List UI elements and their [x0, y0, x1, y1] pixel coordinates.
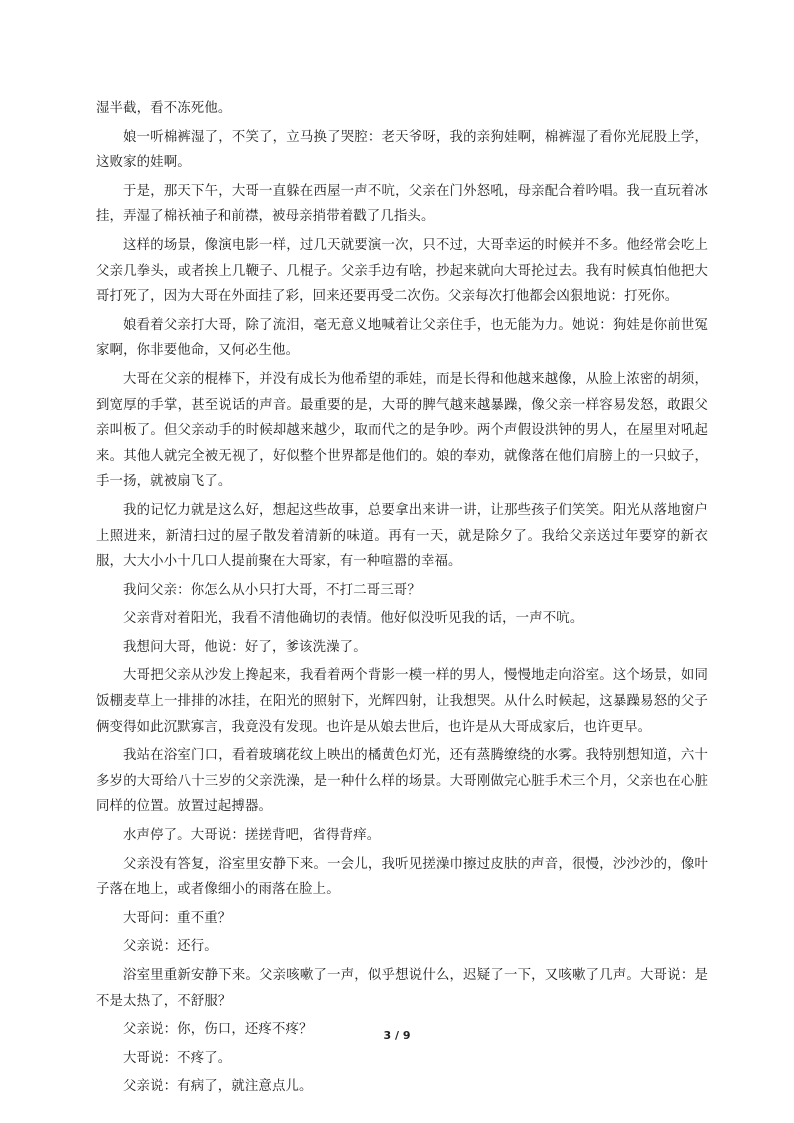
- document-body: [96, 96, 708, 1103]
- paragraph-1: 湿半截，看不冻死他。: [96, 101, 232, 116]
- paragraph-9: 父亲背对着阳光，我看不清他确切的表情。他好似没听见我的话，一声不吭。: [123, 611, 584, 627]
- paragraph-18: 父亲说：你，伤口，还疼不疼？: [123, 1022, 313, 1038]
- paragraph-3: 于是，那天下午，大哥一直躲在西屋一声不吭，父亲在门外怒吼，母亲配合着吟唱。我一直玩着冰挂，弄湿了棉袄袖子和前襟，被母亲捎带着戳了几指头。: [96, 183, 708, 225]
- page-number: 3 / 9: [383, 1029, 411, 1042]
- paragraph-10: 我想问大哥，他说：好了，爹该洗澡了。: [123, 639, 367, 655]
- paragraph-13: 水声停了。大哥说：搓搓背吧，省得背痒。: [123, 828, 381, 844]
- paragraph-20: 父亲说：有病了，就注意点儿。: [123, 1079, 313, 1095]
- paragraph-7: 我的记忆力就是这么好，想起这些故事，总要拿出来讲一讲，让那些孩子们笑笑。阳光从落地窗户上照进来，新清扫过的屋子散发着清新的味道。再有一天，就是除夕了。我给父亲送过年要穿的新衣服，大大小小十几口人提前聚在大哥家，有一种喧嚣的幸福。: [96, 502, 708, 570]
- paragraph-14: 父亲没有答复，浴室里安静下来。一会儿，我听见搓澡巾擦过皮肤的声音，很慢，沙沙沙的，像叶子落在地上，或者像细小的雨落在脸上。: [96, 856, 708, 898]
- paragraph-17: 浴室里重新安静下来。父亲咳嗽了一声，似乎想说什么，迟疑了一下，又咳嗽了几声。大哥说：是不是太热了，不舒服？: [96, 968, 708, 1009]
- paragraph-15: 大哥问：重不重？: [123, 910, 232, 926]
- paragraph-11: 大哥把父亲从沙发上搀起来，我看着两个背影一模一样的男人，慢慢地走向浴室。这个场景，如同饭棚麦草上一排排的冰挂，在阳光的照射下，光辉四射，让我想哭。从什么时候起，这暴躁易怒的父子俩变得如此沉默寡言，我竟没有发现。也许是从娘去世后，也许是从大哥成家后，也许更早。: [96, 668, 708, 735]
- paragraph-12: 我站在浴室门口，看着玻璃花纹上映出的橘黄色灯光，还有蒸腾缭绕的水雾。我特别想知道，六十多岁的大哥给八十三岁的父亲洗澡，是一种什么样的场景。大哥刚做完心脏手术三个月，父亲也在心脏同样的位置。放置过起搏器。: [96, 748, 708, 815]
- paragraph-19: 大哥说：不疼了。: [123, 1050, 232, 1066]
- paragraph-8: 我问父亲：你怎么从小只打大哥，不打二哥三哥？: [123, 582, 421, 598]
- paragraph-2: 娘一听棉裤湿了，不笑了，立马换了哭腔：老天爷呀，我的亲狗娃啊，棉裤湿了看你光屁股上学，这败家的娃啊。: [96, 129, 708, 171]
- paragraph-6: 大哥在父亲的棍棒下，并没有成长为他希望的乖娃，而是长得和他越来越像，从脸上浓密的胡须，到宽厚的手掌，甚至说话的声音。最重要的是，大哥的脾气越来越暴躁，像父亲一样容易发怒，敢跟父亲叫板了。但父亲动手的时候却越来越少，取而代之的是争吵。两个声假设洪钟的男人，在屋里对吼起来。其他人就完全被无视了，好似整个世界都是他们的。娘的奉劝，就像落在他们肩膀上的一只蚊子，手一扬，就被扇飞了。: [96, 371, 708, 490]
- paragraph-5: 娘看着父亲打大哥，除了流泪，毫无意义地喊着让父亲住手，也无能为力。她说：狗娃是你前世冤家啊，你非要他命，又何必生他。: [96, 317, 708, 359]
- paragraph-4: 这样的场景，像演电影一样，过几天就要演一次，只不过，大哥幸运的时候并不多。他经常会吃上父亲几拳头，或者挨上几鞭子、几棍子。父亲手边有啥，抄起来就向大哥抡过去。我有时候真怕他把大哥打死了，因为大哥在外面挂了彩，回来还要再受二次伤。父亲每次打他都会凶狠地说：打死你。: [96, 237, 708, 305]
- paragraph-16: 父亲说：还行。: [123, 939, 218, 955]
